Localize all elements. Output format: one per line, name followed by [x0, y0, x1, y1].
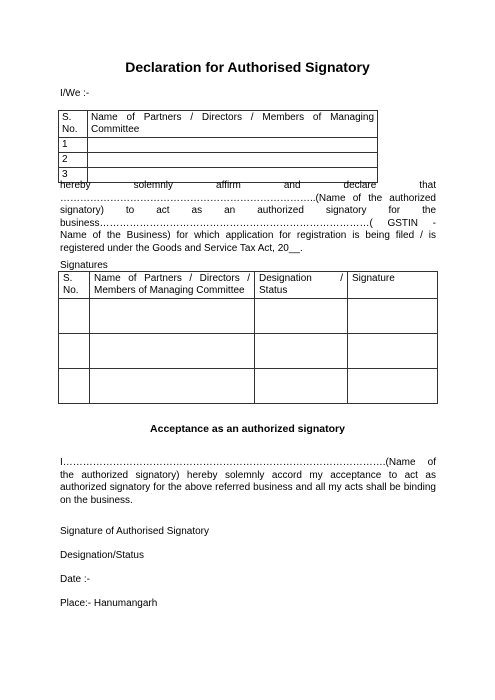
- designation-label: Designation/Status: [60, 550, 144, 561]
- partners-table: [58, 110, 378, 183]
- row-name-cell: [88, 138, 378, 153]
- row-name-cell: [88, 153, 378, 168]
- table-cell: [59, 334, 90, 369]
- table-cell: [90, 299, 255, 334]
- acceptance-heading: Acceptance as an authorized signatory: [150, 423, 345, 435]
- table-cell: [255, 334, 348, 369]
- table-row: [59, 153, 378, 168]
- table-cell: [59, 299, 90, 334]
- table-cell: [255, 299, 348, 334]
- date-label: Date :-: [60, 574, 91, 585]
- name-header: Name of Partners / Directors / Members of Managing Committee: [88, 111, 378, 138]
- table-cell: [90, 369, 255, 404]
- signatures-table-header: [59, 272, 438, 299]
- table-row: [59, 334, 438, 369]
- signature-label: Signature of Authorised Signatory: [60, 526, 209, 537]
- signatures-label: Signatures: [60, 260, 108, 271]
- table-cell: [59, 369, 90, 404]
- designation-header: Designation / Status: [255, 272, 348, 299]
- name-header: Name of Partners / Directors / Members of Managing Committee: [90, 272, 255, 299]
- partners-table-header: [59, 111, 378, 138]
- table-cell: [348, 299, 438, 334]
- row-number: 2: [59, 153, 88, 168]
- document-title: Declaration for Authorised Signatory: [125, 59, 370, 75]
- signature-header: Signature: [348, 272, 438, 299]
- table-cell: [255, 369, 348, 404]
- row-number: 1: [59, 138, 88, 153]
- table-cell: [90, 334, 255, 369]
- table-row: [59, 138, 378, 153]
- table-row: [59, 299, 438, 334]
- table-cell: [348, 334, 438, 369]
- signatures-table: [58, 271, 438, 404]
- row-number: 3: [59, 168, 88, 183]
- i-we-label: I/We :-: [60, 88, 90, 99]
- place-label: Place:- Hanumangarh: [60, 598, 158, 609]
- table-cell: [348, 369, 438, 404]
- sno-header: S. No.: [59, 272, 90, 299]
- sno-header: S. No.: [59, 111, 88, 138]
- table-row: [59, 369, 438, 404]
- declaration-paragraph: hereby solemnly affirm and declare that …………………………………………………………………..(Name of the authorized signatory) to act as an authorized signatory for the business………………………………………………………………………( GSTIN - Name of the Business) for which application for registration is being filed / is registered under the Goods and Service Tax Act, 20__.: [60, 180, 436, 254]
- acceptance-paragraph: I…………………………………………………………………………………….(Name of the authorized signatory) hereby solemnly accord my acceptance to act as authorized signatory for the above referred business and all my acts shall be binding on the business.: [60, 457, 436, 506]
